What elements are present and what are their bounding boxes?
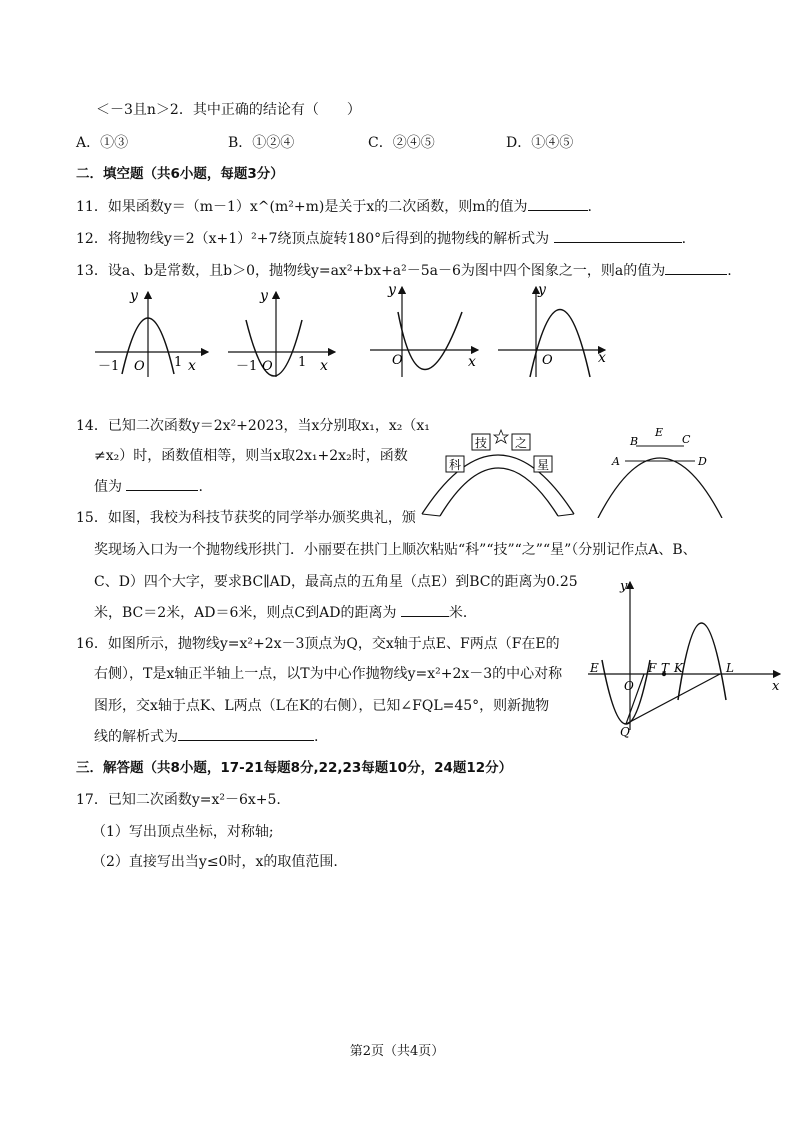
g4-x-label: x — [598, 350, 606, 366]
arch-char-ke: 科 — [449, 458, 462, 472]
q15-text-4: 米，BC＝2米，AD＝6米，则点C到AD的距离为 — [94, 605, 397, 621]
g1-neg1-label: －1 — [98, 359, 120, 374]
question-11: 11．如果函数y＝（m－1）x^(m²+m)是关于x的二次函数，则m的值为 . — [76, 196, 592, 217]
g4-y-label: y — [538, 282, 546, 298]
q16-line-3: 图形，交x轴于点K、L两点（L在K的右侧），已知∠FQL=45°，则新抛物 — [94, 698, 550, 714]
q15-line-3: C、D）四个大字，要求BC∥AD，最高点的五角星（点E）到BC的距离为0.25 — [94, 574, 578, 590]
g1-x-label: x — [188, 358, 196, 374]
arch-char-ji: 技 — [475, 436, 488, 450]
graph-1 — [95, 288, 208, 377]
q15-text-4-end: 米． — [448, 605, 477, 621]
section-3-heading: 三．解答题（共8小题，17-21每题8分,22,23每题10分，24题12分） — [76, 760, 513, 776]
question-13: 13．设a、b是常数，且b＞0，抛物线y=ax²+bx+a²－5a－6为图中四个图象之一，则a的值为 . — [76, 260, 732, 281]
q16-line-4: 线的解析式为 . — [94, 726, 318, 747]
g2-neg1-label: －1 — [236, 359, 258, 374]
q10-option-c[interactable]: C．②④⑤ — [368, 135, 435, 151]
parabola-abcde-figure — [592, 426, 732, 518]
section-2-heading: 二．填空题（共6小题，每题3分） — [76, 166, 284, 182]
g3-o-label: O — [392, 353, 403, 368]
g1-one-label: 1 — [174, 355, 183, 370]
q16-answer-blank[interactable] — [178, 726, 314, 741]
q16-figure — [586, 578, 786, 738]
q11-text: 11．如果函数y＝（m－1）x^(m²+m)是关于x的二次函数，则m的值为 — [76, 199, 528, 215]
label-b: B — [630, 435, 639, 448]
q16-line-2: 右侧），T是x轴正半轴上一点，以T为中心作抛物线y=x²+2x－3的中心对称 — [94, 666, 563, 682]
q10-option-b[interactable]: B．①②④ — [228, 135, 295, 151]
q10-option-d[interactable]: D．①④⑤ — [506, 135, 574, 151]
q13-graphs — [90, 282, 620, 382]
graph-3 — [370, 282, 478, 377]
q11-answer-blank[interactable] — [528, 196, 588, 211]
q13-answer-blank[interactable] — [665, 260, 727, 275]
label-c: C — [682, 433, 691, 446]
question-17: 17．已知二次函数y=x²－6x+5. — [76, 792, 281, 808]
q16-line-1: 16．如图所示，抛物线y=x²+2x－3顶点为Q，交x轴于点E、F两点（F在E的 — [76, 636, 560, 652]
q14-line-3: 值为 . — [94, 476, 203, 497]
q10-tail: ＜－3且n＞2．其中正确的结论有（ ） — [96, 102, 361, 118]
label-a: A — [612, 455, 620, 468]
question-12: 12．将抛物线y＝2（x+1）²+7绕顶点旋转180°后得到的抛物线的解析式为 . — [76, 228, 686, 249]
fig16-k-label: K — [674, 661, 683, 675]
question-17-part-1: （1）写出顶点坐标，对称轴; — [92, 824, 274, 840]
q15-line-1: 15．如图，我校为科技节获奖的同学举办颁奖典礼，颁 — [76, 510, 416, 526]
graph-2 — [228, 288, 335, 377]
fig16-q-label: Q — [620, 725, 630, 738]
q10-option-a[interactable]: A．①③ — [76, 135, 129, 151]
fig16-f-label: F — [648, 661, 657, 675]
g2-one-label: 1 — [298, 355, 307, 370]
g1-y-label: y — [130, 288, 138, 304]
q12-answer-blank[interactable] — [554, 228, 682, 243]
q12-text: 12．将抛物线y＝2（x+1）²+7绕顶点旋转180°后得到的抛物线的解析式为 — [76, 231, 550, 247]
label-d: D — [698, 455, 707, 468]
q13-text: 13．设a、b是常数，且b＞0，抛物线y=ax²+bx+a²－5a－6为图中四个图象之一，则a的值为 — [76, 263, 666, 279]
q14-line-1: 14．已知二次函数y＝2x²+2023，当x分别取x₁，x₂（x₁ — [76, 418, 430, 434]
arch-char-zhi: 之 — [515, 436, 528, 450]
fig16-e-label: E — [590, 661, 599, 675]
fig16-l-label: L — [726, 661, 734, 675]
graph-4 — [498, 282, 606, 377]
q14-line-2: ≠x₂）时，函数值相等，则当x取2x₁+2x₂时，函数 — [94, 448, 408, 464]
page-footer: 第2页（共4页） — [349, 1044, 445, 1059]
q15-answer-blank[interactable] — [401, 602, 449, 617]
label-e: E — [655, 426, 664, 439]
g2-x-label: x — [320, 358, 328, 374]
arch-char-xing: 星 — [537, 458, 550, 472]
q15-line-2: 奖现场入口为一个抛物线形拱门．小丽要在拱门上顺次粘贴“科”“技”“之”“星”（分别记作点A、B、 — [94, 542, 697, 558]
fig16-y-label: y — [620, 579, 628, 594]
q15-line-4 — [94, 602, 477, 623]
g2-o-label: O — [262, 359, 273, 374]
star-icon — [494, 430, 508, 443]
q14-text-3: 值为 — [94, 479, 122, 495]
arch-figure — [418, 426, 583, 518]
q14-answer-blank[interactable] — [126, 476, 198, 491]
q16-text-4: 线的解析式为 — [94, 729, 178, 745]
g1-o-label: O — [134, 359, 145, 374]
fig16-o-label: O — [624, 679, 634, 693]
g2-y-label: y — [260, 288, 268, 304]
g3-x-label: x — [468, 354, 476, 370]
question-17-part-2: （2）直接写出当y≤0时，x的取值范围. — [92, 854, 338, 870]
fig16-x-label: x — [772, 679, 780, 694]
g4-o-label: O — [542, 353, 553, 368]
fig16-t-label: T — [661, 661, 670, 675]
g3-y-label: y — [388, 282, 396, 298]
